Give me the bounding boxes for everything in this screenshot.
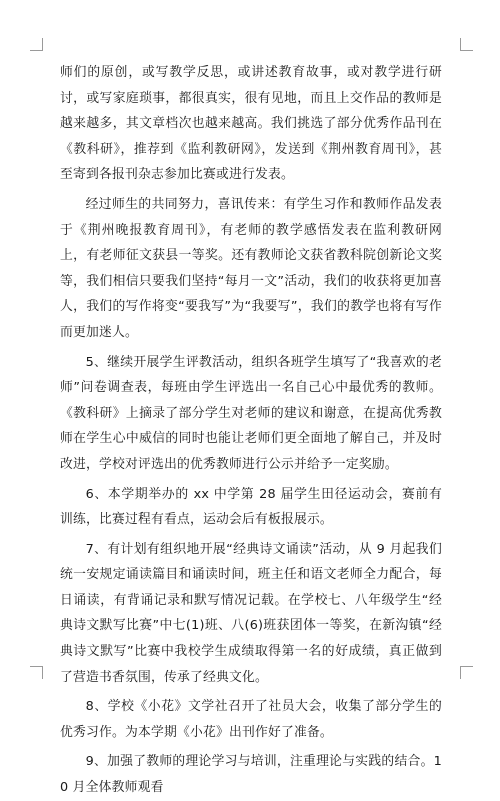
- crop-mark-bottom-right: [460, 666, 473, 679]
- paragraph-item-7: 7、有计划有组织地开展“经典诗文诵读”活动，从 9 月起我们统一安规定诵读篇目和诵读时间，班主任和语文老师全力配合，每日诵读，有背诵记录和默写情况记载。在学校七、八年级学生“经典诗文默写比赛”中七(1)班、八(6)班获团体一等奖，在新沟镇“经典诗文默写”比赛中我校学生成绩取得第一名的好成绩，真正做到了营造书香氛围，传承了经典文化。: [60, 541, 442, 685]
- paragraph-item-9: 9、加强了教师的理论学习与培训，注重理论与实践的结合。10 月全体教师观看: [60, 754, 442, 796]
- paragraph-achievements: 经过师生的共同努力，喜讯传来：有学生习作和教师作品发表于《荆州晚报教育周刊》，有老师的教学感悟发表在监利教研网上，有老师征文获县一等奖。还有教师论文获省教科院创新论文奖等，我们相信只要我们坚持“每月一文”活动，我们的收获将更加喜人，我们的写作将变“要我写”为“我要写”，我们的教学也将有写作而更加迷人。: [60, 196, 442, 340]
- crop-mark-top-left: [30, 38, 43, 51]
- document-body: [60, 60, 442, 801]
- crop-mark-bottom-left: [30, 666, 43, 679]
- crop-mark-top-right: [460, 38, 473, 51]
- paragraph-item-6: 6、本学期举办的 xx 中学第 28 届学生田径运动会，赛前有训练，比赛过程有看点，运动会后有板报展示。: [60, 486, 442, 528]
- paragraph-continuation: 师们的原创，或写教学反思，或讲述教育故事，或对教学进行研讨，或写家庭琐事，都很真实，很有见地，而且上交作品的教师是越来越多，其文章档次也越来越高。我们挑选了部分优秀作品刊在《教科研》，推荐到《监利教研网》，发送到《荆州教育周刊》，甚至寄到各报刊杂志参加比赛或进行发表。: [60, 65, 442, 183]
- paragraph-item-5: 5、继续开展学生评教活动，组织各班学生填写了“我喜欢的老师”问卷调查表，每班由学生评选出一名自己心中最优秀的教师。《教科研》上摘录了部分学生对老师的建议和谢意，在提高优秀教师在学生心中威信的同时也能让老师们更全面地了解自己，并及时改进，学校对评选出的优秀教师进行公示并给予一定奖励。: [60, 354, 442, 472]
- paragraph-item-8: 8、学校《小花》文学社召开了社员大会，收集了部分学生的优秀习作。为本学期《小花》出刊作好了准备。: [60, 699, 442, 740]
